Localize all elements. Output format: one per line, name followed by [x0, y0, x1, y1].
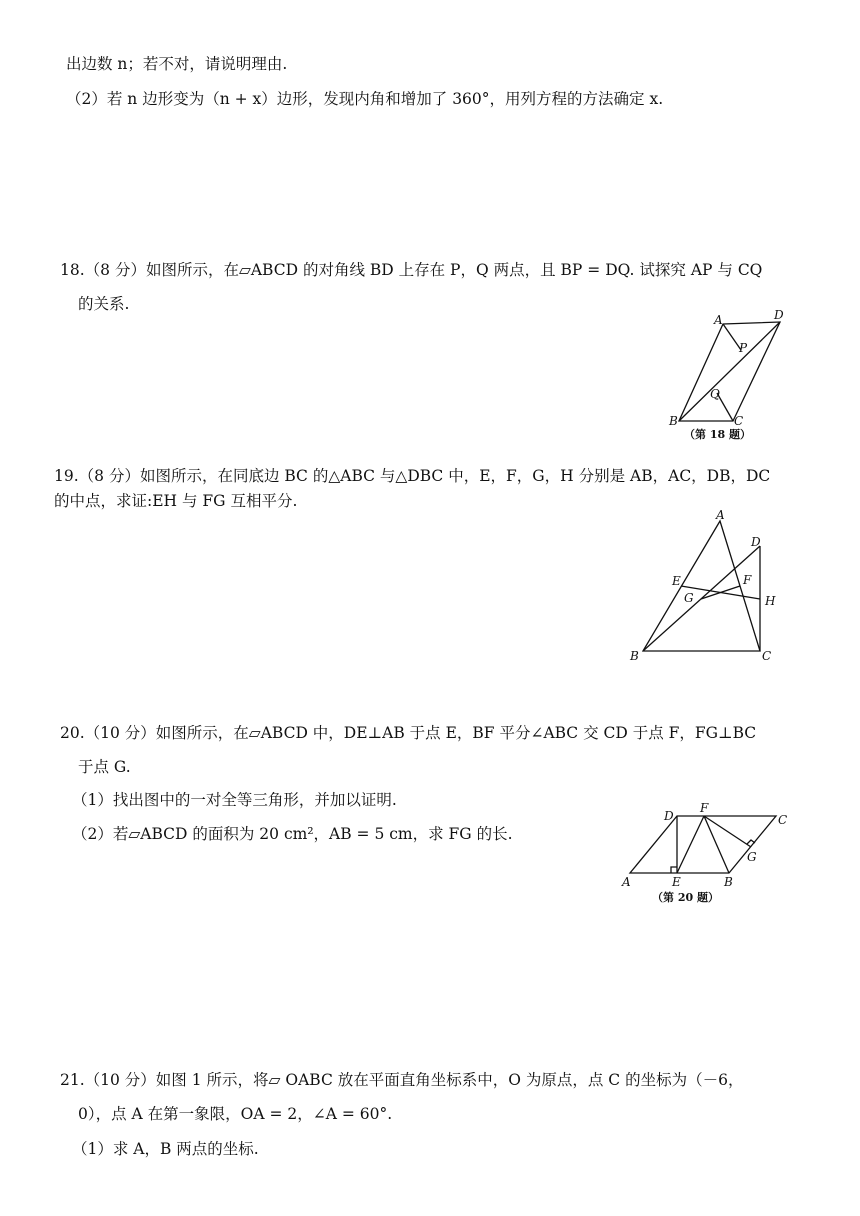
q18-label-q: Q: [710, 387, 720, 401]
q18-label-c: C: [734, 414, 744, 428]
q18-diagonal-bd: [679, 322, 780, 421]
q19-label-b: B: [630, 649, 639, 663]
q19-figure: [622, 502, 792, 672]
q19-label-d: D: [751, 535, 761, 549]
q21-line-2: 0），点 A 在第一象限，OA = 2，∠A = 60°.: [78, 1105, 393, 1123]
q20-part-1: （1）找出图中的一对全等三角形，并加以证明.: [72, 791, 397, 809]
q20-caption: （第 20 题）: [652, 891, 719, 904]
q20-figure: [616, 800, 798, 910]
q20-label-d: D: [664, 809, 674, 823]
q20-label-a: A: [622, 875, 631, 889]
q18-label-a: A: [714, 313, 723, 327]
q19-line-1: 19.（8 分）如图所示，在同底边 BC 的△ABC 与△DBC 中，E，F，G，H 分别是 AB，AC，DB，DC: [54, 467, 771, 485]
q19-segment-fg: [701, 586, 740, 599]
q17-part-2: （2）若 n 边形变为（n + x）边形，发现内角和增加了 360°，用列方程的方法确定 x.: [66, 90, 664, 108]
q21-line-1: 21.（10 分）如图 1 所示，将▱ OABC 放在平面直角坐标系中，O 为原点，点 C 的坐标为（－6，: [60, 1071, 744, 1089]
q17-line-1: 出边数 n；若不对，请说明理由.: [66, 55, 288, 73]
q20-line-1: 20.（10 分）如图所示，在▱ABCD 中，DE⊥AB 于点 E，BF 平分∠ABC 交 CD 于点 F，FG⊥BC: [60, 724, 757, 742]
q20-label-e: E: [672, 875, 681, 889]
q18-caption: （第 18 题）: [684, 428, 751, 441]
q19-label-g: G: [684, 591, 694, 605]
q18-label-d: D: [774, 308, 784, 322]
q18-figure: [660, 308, 800, 444]
q18-label-p: P: [739, 341, 748, 355]
q18-line-2: 的关系.: [78, 295, 130, 313]
q20-label-f: F: [700, 801, 709, 815]
q19-label-e: E: [672, 574, 681, 588]
q19-line-2: 的中点，求证:EH 与 FG 互相平分.: [54, 492, 298, 510]
q20-part-2: （2）若▱ABCD 的面积为 20 cm²，AB = 5 cm，求 FG 的长.: [72, 825, 513, 843]
q19-label-c: C: [762, 649, 772, 663]
q20-label-g: G: [747, 850, 757, 864]
q18-label-b: B: [669, 414, 678, 428]
q20-label-c: C: [778, 813, 788, 827]
q20-label-b: B: [724, 875, 733, 889]
q20-parallelogram: [630, 816, 776, 873]
q19-label-a: A: [716, 508, 725, 522]
q19-label-f: F: [743, 573, 752, 587]
q19-label-h: H: [765, 594, 776, 608]
q20-segment-ef: [677, 816, 704, 873]
q18-line-1: 18.（8 分）如图所示，在▱ABCD 的对角线 BD 上存在 P，Q 两点，且 BP = DQ. 试探究 AP 与 CQ: [60, 261, 763, 279]
q20-line-2: 于点 G.: [78, 758, 131, 776]
q20-right-angle-e: [671, 867, 677, 873]
q21-part-1: （1）求 A，B 两点的坐标.: [72, 1140, 259, 1158]
